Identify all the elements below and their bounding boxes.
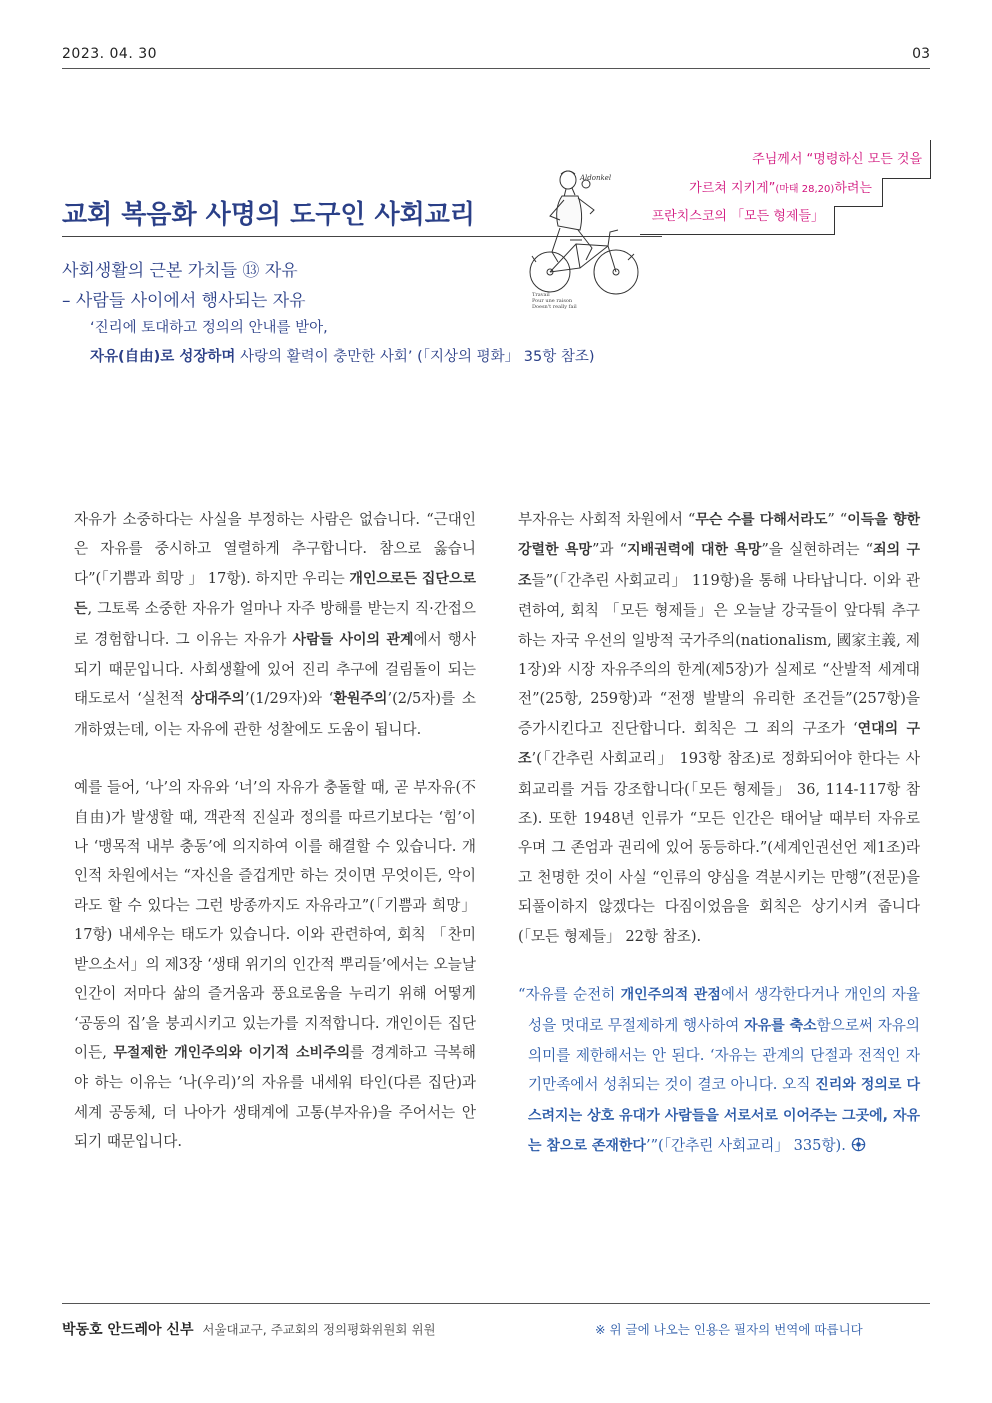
illustration-caption-bottom: Travail Pour une raison Doesn't really fail — [532, 292, 577, 310]
page-number: 03 — [912, 46, 930, 62]
emphasis: 지배권력에 대한 욕망 — [627, 542, 762, 559]
stair-rule — [834, 206, 883, 207]
staircase-line-1: 주님께서 “명령하신 모든 것을 — [752, 152, 922, 167]
stair-rule — [882, 178, 883, 206]
emphasis: 개인주의적 관점 — [620, 987, 721, 1004]
epigraph-line-1: ‘진리에 토대하고 정의의 안내를 받아, — [90, 320, 328, 336]
end-mark-icon — [851, 1137, 866, 1152]
illustration-caption-top: Aldonkel — [580, 174, 612, 182]
staircase-text-a: 가르쳐 지키게” — [689, 181, 776, 196]
left-column — [74, 505, 476, 1157]
emphasis: 죄의 구조 — [518, 542, 920, 589]
staircase-text-b: 하려는 — [834, 181, 872, 196]
footer-divider — [62, 1303, 930, 1304]
issue-date: 2023. 04. 30 — [62, 46, 158, 62]
topic-subtitle: – 사람들 사이에서 행사되는 자유 — [62, 291, 306, 311]
stair-rule — [882, 178, 931, 179]
header-divider — [62, 68, 930, 69]
series-subtitle: 사회생활의 근본 가치들 ⑬ 자유 — [62, 261, 298, 281]
staircase-line-3: 프란치스코의 「모든 형제들」 — [651, 209, 824, 224]
emphasis: 사람들 사이의 관계 — [292, 631, 414, 648]
body-paragraph: 예를 들어, ‘나’의 자유와 ‘너’의 자유가 충돌할 때, 곧 부자유(不自由)가 발생할 때, 객관적 진실과 정의를 따르기보다는 ‘힘’이나 ‘맹목적 내부 충동’에 의지하여 이를 해결할 수 있습니다. 개인적 차원에서는 “자신을 즐겁게만 하는 것이면 무엇이든, 악이라도 할 수 있다는 그런 방종까지도 자유라고”(「기쁨과 희망」 17항) 내세우는 태도가 있습니다. 이와 관련하여, 회칙 「찬미받으소서」의 제3장 ‘생태 위기의 인간적 뿌리들’에서는 오늘날 인간이 저마다 삶의 즐거움과 풍요로움을 누리기 위해 어떻게 ‘공동의 집’을 붕괴시키고 있는가를 지적합니다. 개인이든 집단이든, 무절제한 개인주의와 이기적 소비주의를 경계하고 극복해야 하는 이유는 ‘나(우리)’의 자유를 내세워 타인(다른 집단)과 세계 공동체, 더 나아가 생태계에 고통(부자유)을 주어서는 안 되기 때문입니다. — [74, 779, 476, 1151]
epigraph-line-2 — [90, 345, 595, 366]
stair-rule — [640, 234, 835, 235]
emphasis: 이득을 향한 강렬한 욕망 — [518, 512, 921, 559]
epigraph-rest: 사랑의 활력이 충만한 사회’ (「지상의 평화」 35항 참조) — [235, 349, 595, 365]
body-paragraph: 자유가 소중하다는 사실을 부정하는 사람은 없습니다. “근대인은 자유를 중시하고 열렬하게 추구합니다. 참으로 옳습니다”(「기쁨과 희망 」 17항). 하지만 우리는 개인으로든 집단으로든, 그토록 소중한 자유가 얼마나 자주 방해를 받는지 직·간접으로 경험합니다. 그 이유는 자유가 사람들 사이의 관계에서 행사되기 때문입니다. 사회생활에 있어 진리 추구에 걸림돌이 되는 태도로서 ‘실천적 상대주의’(1/29자)와 ‘환원주의’(2/5자)를 소개하였는데, 이는 자유에 관한 성찰에도 도움이 됩니다. — [74, 511, 476, 738]
emphasis: 무절제한 개인주의와 이기적 소비주의 — [113, 1044, 351, 1061]
emphasis: 환원주의 — [333, 691, 388, 708]
compendium-quote — [518, 980, 920, 1161]
staircase-scripture-ref: (마태 28,20) — [775, 184, 835, 195]
right-column — [518, 505, 920, 1162]
author-name: 박동호 안드레아 신부 — [62, 1322, 194, 1338]
emphasis: 무슨 수를 다해서라도 — [695, 512, 828, 528]
author-affiliation: 서울대교구, 주교회의 정의평화위원회 위원 — [202, 1322, 436, 1337]
author-credit — [62, 1319, 436, 1339]
cyclist-illustration — [528, 160, 644, 310]
staircase-line-2 — [689, 177, 872, 196]
translation-note: ※ 위 글에 나오는 인용은 필자의 번역에 따릅니다 — [595, 1322, 863, 1337]
quote-text: “자유를 순전히 개인주의적 관점에서 생각한다거나 개인의 자율성을 멋대로 무절제하게 행사하여 자유를 축소함으로써 자유의 의미를 제한해서는 안 된다. ‘자유는 관계의 단절과 전적인 자기만족에서 성취되는 것이 결코 아니다. 오직 진리와 정의로 다스려지는 상호 유대가 사람들을 서로서로 이어주는 그곳에, 자유는 참으로 존재한다’”(「간추린 사회교리」 335항). — [518, 986, 921, 1155]
emphasis: 연대의 구조 — [518, 720, 920, 768]
emphasis: 진리와 정의로 다스려지는 상호 유대가 사람들을 서로서로 이어주는 그곳에, 자유는 참으로 존재한다 — [528, 1077, 921, 1155]
epigraph-emphasis: 자유(自由)로 성장하며 — [90, 349, 236, 365]
emphasis: 개인으로든 집단으로든 — [74, 570, 476, 618]
stair-rule — [834, 206, 835, 234]
emphasis: 자유를 축소 — [744, 1017, 817, 1034]
stair-rule — [930, 140, 931, 178]
article-title: 교회 복음화 사명의 도구인 사회교리 — [62, 200, 475, 230]
emphasis: 상대주의 — [190, 691, 245, 708]
body-paragraph: 부자유는 사회적 차원에서 “무슨 수를 다해서라도” “이득을 향한 강렬한 욕망”과 “지배권력에 대한 욕망”을 실현하려는 “죄의 구조들”(「간추린 사회교리」 119항)을 통해 나타납니다. 이와 관련하여, 회칙 「모든 형제들」은 오늘날 강국들이 앞다퉈 추구하는 자국 우선의 일방적 국가주의(nationalism, 國家主義, 제1장)와 시장 자유주의의 한계(제5장)가 실제로 “산발적 세계대전”(25항, 259항)과 “전쟁 발발의 유리한 조건들”(257항)을 증가시킨다고 진단합니다. 회칙은 그 죄의 구조가 ‘연대의 구조’(「간추린 사회교리」 193항 참조)로 정화되어야 한다는 사회교리를 거듭 강조합니다(「모든 형제들」 36, 114-117항 참조). 또한 1948년 인류가 “모든 인간은 태어날 때부터 자유로우며 그 존엄과 권리에 있어 동등하다.”(세계인권선언 제1조)라고 천명한 것이 사실 “인류의 양심을 격분시키는 만행”(전문)을 되풀이하지 않겠다는 다짐이었음을 회칙은 상기시켜 줍니다(「모든 형제들」 22항 참조). — [518, 511, 921, 945]
